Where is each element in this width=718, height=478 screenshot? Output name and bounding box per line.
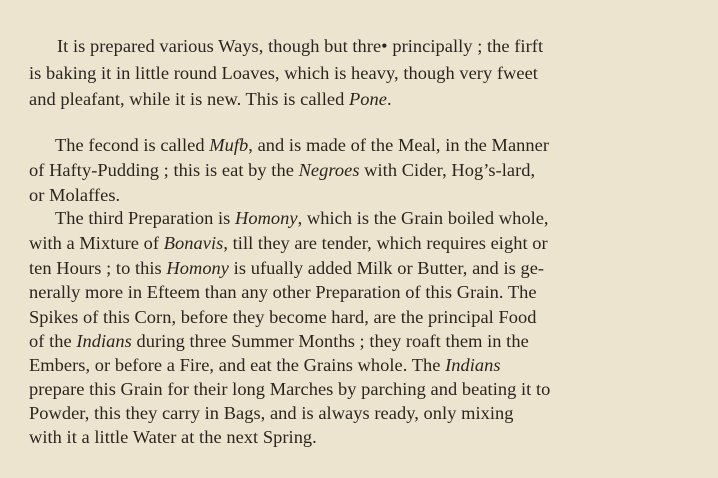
text-segment: Spikes of this Corn, before they become hard, are the principal Food [29,307,537,327]
italic-term: Homony [235,208,298,228]
italic-term: Indians [76,331,132,351]
text-segment: The fecond is called [55,135,210,155]
text-line [29,306,536,328]
text-line [29,426,317,448]
italic-term: Bonavis [163,233,224,253]
text-line [29,402,514,424]
text-segment: nerally more in Efteem than any other Preparation of this Grain. The [29,282,537,302]
italic-term: Indians [445,355,501,375]
text-segment: is ufually added Milk or Butter, and is ge- [229,258,545,278]
text-segment: of the [29,331,77,351]
italic-term: Negroes [298,160,360,180]
text-segment: . [386,89,392,109]
text-segment: is baking it in little round Loaves, which is heavy, though very fweet [29,63,538,83]
text-line [57,35,543,57]
text-segment: with it a little Water at the next Spring. [29,427,317,447]
text-segment: of Hafty-Pudding ; this is eat by the [29,160,299,180]
text-segment: The third Preparation is [55,208,236,228]
text-segment: Powder, this they carry in Bags, and is always ready, only mixing [29,403,514,423]
text-line [29,159,535,181]
text-segment: prepare this Grain for their long Marches by parching and beating it to [29,379,551,399]
text-line [55,207,549,229]
text-segment: It is prepared various Ways, though but thre• principally ; the firft [57,36,544,56]
text-segment: with Cider, Hog’s-lard, [359,160,536,180]
text-line [29,378,550,400]
text-line [29,257,544,279]
text-segment: with a Mixture of [29,233,164,253]
text-line [29,184,120,206]
text-segment: ten Hours ; to this [29,258,167,278]
text-segment: Embers, or before a Fire, and eat the Grains whole. The [29,355,446,375]
text-line [29,281,537,303]
text-line [29,88,392,110]
text-segment: , and is made of the Meal, in the Manner [248,135,550,155]
italic-term: Pone [348,89,387,109]
text-segment: , which is the Grain boiled whole, [297,208,549,228]
text-line [29,330,529,352]
text-line [29,354,501,376]
text-segment: or Molaffes. [29,185,121,205]
text-line [29,62,538,84]
text-line [29,232,548,254]
text-segment: , till they are tender, which requires eight or [223,233,548,253]
text-segment: and pleafant, while it is new. This is called [29,89,349,109]
text-line [55,134,549,156]
italic-term: Mufb [209,135,249,155]
text-segment: during three Summer Months ; they roaft them in the [131,331,529,351]
italic-term: Homony [166,258,230,278]
